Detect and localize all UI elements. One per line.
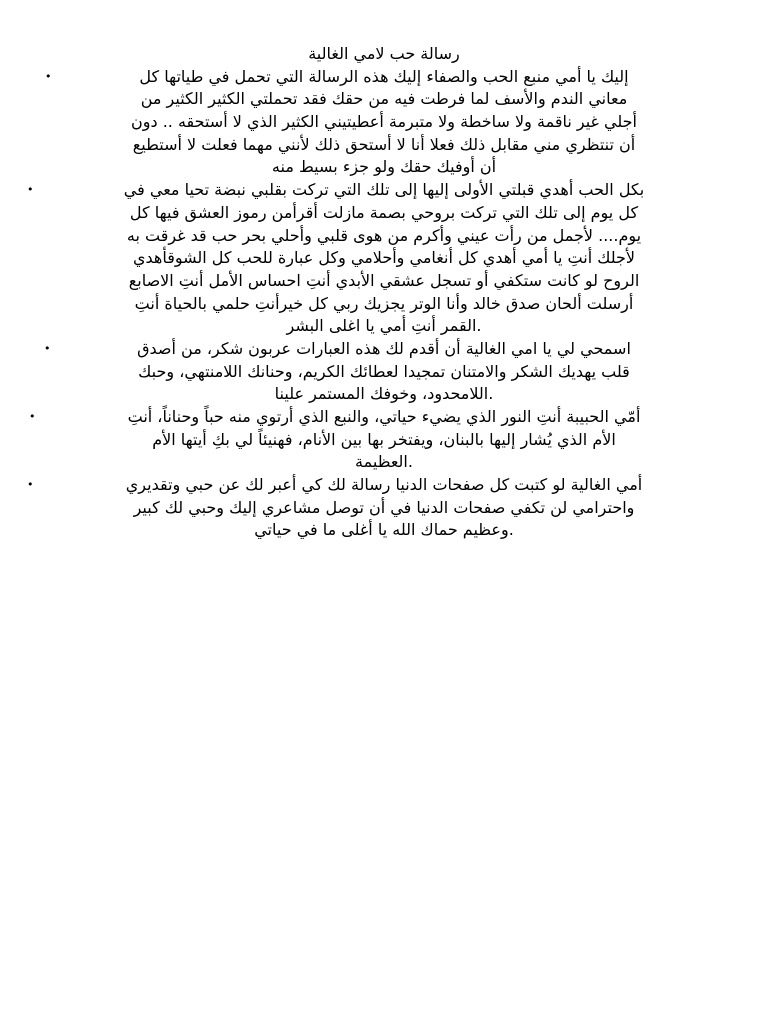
- paragraph-line: وعظيم حماك الله يا أغلى ما في حياتي.: [254, 520, 514, 540]
- paragraph-line: أن تنتظري مني مقابل ذلك فعلا أنا لا أستحق ذلك لأنني مهما فعلت لا أستطيع: [132, 134, 636, 154]
- paragraph-line: إليك يا أمي منبع الحب والصفاء إليك هذه الرسالة التي تحمل في طياتها كل: [139, 66, 629, 86]
- paragraph-line: الأم الذي يُشار إليها بالبنان، ويفتخر بها بين الأنام، فهنيئاً لي بكِ أيتها الأم: [152, 429, 616, 449]
- paragraph-line: أمّي الحبيبة أنتِ النور الذي يضيء حياتي، والنبع الذي أرتوي منه حباً وحناناً، أنتِ: [127, 407, 641, 426]
- paragraph-line: معاني الندم والأسف لما فرطت فيه من حقك فقد تحملتي الكثير الكثير من: [140, 89, 628, 109]
- paragraph-line: أمي الغالية لو كتبت كل صفحات الدنيا رسالة لك كي أعبر لك عن حبي وتقديري: [125, 475, 643, 495]
- paragraph-line: اللامحدود، وخوفك المستمر علينا.: [274, 384, 494, 404]
- paragraph-line: أن أوفيك حقك ولو جزء بسيط منه: [271, 157, 497, 177]
- bullet-item: [0, 474, 768, 542]
- paragraph-line: أرسلت ألحان صدق خالد وأنا الوتر يجزيك ربي كل خيرأنتِ حلمي بالحياة أنتِ: [134, 293, 634, 313]
- paragraph-line: العظيمة.: [355, 452, 413, 472]
- bullet-marker: •: [44, 341, 51, 355]
- paragraph-line: لأجلك أنتِ يا أمي أهدي كل أنغامي وأحلامي وكل عبارة للحب كل الشوقأهدي: [132, 248, 636, 268]
- paragraph-line: يوم.... لأجمل من رأت عيني وأكرم من هوى قلبي وأحلي بحر حب قد غرقت به: [126, 225, 642, 245]
- paragraph-line: قلب يهديك الشكر والامتنان تمجيدا لعطائك الكريم، وحنانك اللامنتهي، وحبك: [138, 361, 630, 381]
- paragraph-line: الروح لو كانت ستكفي أو تسجل عشقي الأبدي أنتِ احساس الأمل أنتِ الاصابع: [128, 270, 640, 290]
- bullet-marker: •: [45, 69, 52, 83]
- bullet-marker: •: [27, 183, 34, 197]
- bullet-marker: •: [27, 478, 34, 492]
- paragraph-line: بكل الحب أهدي قبلتي الأولى إليها إلى تلك التي تركت بقلبي نبضة تحيا معي في: [123, 180, 645, 200]
- paragraph-line: أجلي غير ناقمة ولا ساخطة ولا متبرمة أعطيتيني الكثير الذي لا أستحقه .. دون: [131, 112, 637, 132]
- bullet-marker: •: [29, 410, 36, 423]
- document-title: رسالة حب لامي الغالية: [308, 44, 460, 63]
- paragraph-line: القمر أنتِ أمي يا اغلى البشر.: [286, 316, 482, 336]
- paragraph-line: واحترامي لن تكفي صفحات الدنيا في أن توصل مشاعري إليك وحبي لك كبير: [133, 497, 635, 517]
- bullet-item: [0, 338, 768, 406]
- bullet-item: [0, 406, 768, 474]
- bullet-item: [0, 66, 768, 179]
- paragraph-line: كل يوم إلى تلك التي تركت بروحي بصمة مازلت أقرأمن رموز العشق فيها كل: [129, 202, 639, 222]
- bullet-item: [0, 179, 768, 338]
- paragraph-line: اسمحي لي يا امي الغالية أن أقدم لك هذه العبارات عربون شكر، من أصدق: [137, 338, 631, 358]
